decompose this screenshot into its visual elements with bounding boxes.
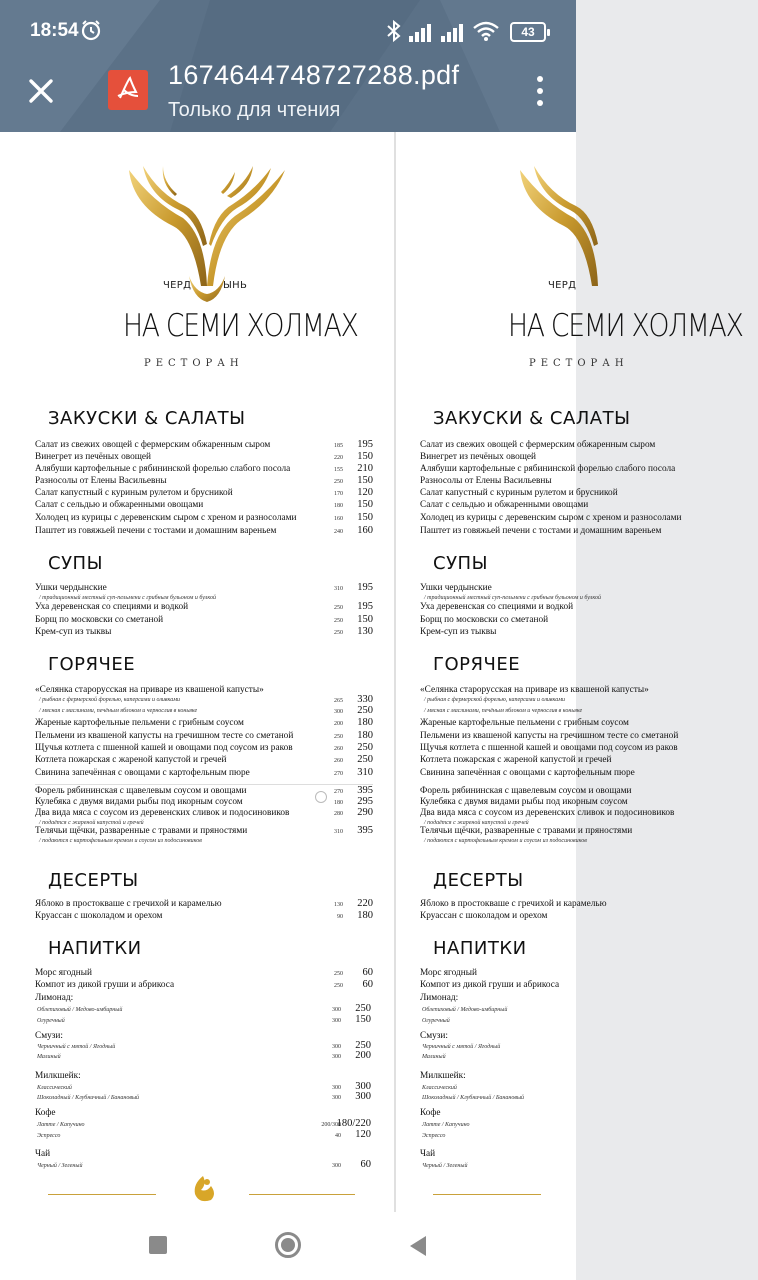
status-bar: [0, 0, 576, 60]
menu-item: Морс ягодный 250 60: [35, 967, 373, 978]
menu-item: Винегрет из печёных овощей: [420, 452, 536, 462]
menu-item: Борщ по московски со сметаной: [420, 615, 549, 625]
back-button[interactable]: [406, 1234, 428, 1258]
brand-word-left: ЧЕРД: [163, 280, 192, 291]
drink-option: Эспрессо 40 120: [37, 1129, 371, 1140]
menu-item: Телячьи щёчки, разваренные с травами и пряностями 310 395: [35, 825, 373, 836]
more-options-icon[interactable]: [530, 76, 550, 106]
footer-line-left: [48, 1194, 156, 1195]
read-only-label: Только для чтения: [168, 99, 341, 121]
menu-item: Яблоко в простокваше с гречихой и карамелью: [420, 899, 607, 909]
drink-group-title: Лимонад:: [35, 993, 74, 1003]
menu-item: Винегрет из печёных овощей 220 150: [35, 451, 373, 462]
drink-option: Огуречный: [422, 1018, 450, 1024]
menu-item-note: / традиционный местный суп-пельмени с грибным бульоном и булкой: [39, 595, 217, 601]
menu-item-note: / рыбная с фермерской форелью, каперсами и оливками: [424, 697, 566, 703]
menu-item: «Селянка старорусская на приваре из квашеной капусты»: [35, 685, 264, 695]
section-title-desserts: ДЕСЕРТЫ: [48, 870, 139, 891]
restaurant-subtitle: РЕСТОРАН: [529, 358, 629, 369]
menu-item: Морс ягодный: [420, 968, 477, 978]
drink-group-title: Милкшейк:: [420, 1071, 466, 1081]
drink-option: Облепиховый / Медово-имбирный 300 250: [37, 1003, 371, 1014]
menu-item: Кулебяка с двумя видами рыбы под икорным соусом 180 295: [35, 796, 373, 807]
menu-item: Жареные картофельные пельмени с грибным соусом: [420, 718, 629, 728]
menu-item-note: / подаются с картофельным кремом и соусом из подосиновиков: [424, 838, 587, 844]
page-separator: [394, 132, 396, 1212]
drink-group-title: Чай: [420, 1149, 436, 1159]
drink-option: Латте / Капучино: [422, 1122, 470, 1128]
home-button[interactable]: [275, 1232, 301, 1258]
brand-word-right: ЫНЬ: [223, 280, 248, 291]
menu-item: Круассан с шоколадом и орехом 90 180: [35, 910, 373, 921]
status-time: 18:54: [30, 20, 79, 41]
drink-group-title: Кофе: [35, 1108, 56, 1118]
section-title-drinks: НАПИТКИ: [433, 938, 527, 959]
pdf-file-icon: [108, 70, 148, 110]
footer-logo-icon: [185, 1172, 221, 1208]
menu-item-note: / подаётся с жареной капустой и гречей: [39, 820, 144, 826]
menu-item: Салат с сельдью и обжаренными овощами: [420, 500, 589, 510]
menu-item: Салат из свежих овощей с фермерским обжаренным сыром: [420, 440, 656, 450]
signal-icon-2: [440, 22, 466, 42]
menu-item: Свинина запечённая с овощами с картофельным пюре: [420, 768, 635, 778]
section-title-desserts: ДЕСЕРТЫ: [433, 870, 524, 891]
drink-option: Шоколадный / Клубничный / Банановый 300 300: [37, 1091, 371, 1102]
drink-option: Классический: [422, 1085, 457, 1091]
menu-item: Салат капустный с куриным рулетом и брусникой: [420, 488, 618, 498]
antlers-logo: [123, 166, 291, 306]
antlers-logo: [514, 166, 682, 306]
menu-item: Котлета пожарская с жареной капустой и гречей: [420, 755, 612, 765]
drink-option: Эспрессо: [422, 1133, 446, 1139]
menu-item: Щучья котлета с пшенной кашей и овощами под соусом из раков: [420, 743, 678, 753]
pdf-page-1: [33, 132, 378, 1212]
menu-item: Два вида мяса с соусом из деревенских сливок и подосиновиков: [420, 808, 675, 818]
restaurant-subtitle: РЕСТОРАН: [144, 358, 244, 369]
bluetooth-icon: [386, 20, 402, 42]
section-title-starters: ЗАКУСКИ & САЛАТЫ: [48, 408, 246, 429]
pdf-viewport[interactable]: [0, 132, 743, 1212]
menu-item: Ушки чердынские 310 195: [35, 582, 373, 593]
menu-item: Крем-суп из тыквы 250 130: [35, 626, 373, 637]
menu-item-note: / подаётся с жареной капустой и гречей: [424, 820, 529, 826]
alarm-icon: [80, 19, 102, 41]
file-name: 1674644748727288.pdf: [168, 60, 460, 90]
section-title-starters: ЗАКУСКИ & САЛАТЫ: [433, 408, 631, 429]
menu-item: Котлета пожарская с жареной капустой и гречей 260 250: [35, 754, 373, 765]
drink-option: Малиный: [422, 1054, 446, 1060]
menu-item: Салат из свежих овощей с фермерским обжаренным сыром 185 195: [35, 439, 373, 450]
battery-icon: 43: [510, 22, 546, 42]
menu-item: Пельмени из квашеной капусты на гречишном тесте со сметаной: [420, 731, 679, 741]
menu-item: Форель рябининская с щавелевым соусом и овощами 270 395: [35, 785, 373, 796]
drink-group-title: Лимонад:: [420, 993, 459, 1003]
signal-icon-1: [408, 22, 434, 42]
footer-line-right: [249, 1194, 355, 1195]
menu-item: Паштет из говяжьей печени с тостами и домашним вареньем: [420, 526, 662, 536]
drink-group-title: Смузи:: [420, 1031, 448, 1041]
menu-item: Щучья котлета с пшенной кашей и овощами под соусом из раков 260 250: [35, 742, 373, 753]
drink-option: Облепиховый / Медово-имбирный: [422, 1007, 508, 1013]
menu-item: Холодец из курицы с деревенским сыром с хреном и разносолами: [420, 513, 682, 523]
section-title-soups: СУПЫ: [433, 553, 488, 574]
drink-option: Черничный с мятой / Ягодный: [422, 1044, 501, 1050]
drink-option: Малиный 300 200: [37, 1050, 371, 1061]
menu-item-note: / мясная с маслинами, печёным яблоком и чернослив в коньяке: [424, 708, 583, 714]
menu-item: Алябуши картофельные с рябининской форелью слабого посола 155 210: [35, 463, 373, 474]
menu-item: Два вида мяса с соусом из деревенских сливок и подосиновиков 280 290: [35, 807, 373, 818]
menu-item: Уха деревенская со специями и водкой: [420, 602, 574, 612]
menu-item: Компот из дикой груши и абрикоса: [420, 980, 560, 990]
section-title-mains: ГОРЯЧЕЕ: [48, 654, 136, 675]
menu-item: Круассан с шоколадом и орехом: [420, 911, 548, 921]
restaurant-name: НА СЕМИ ХОЛМАХ: [123, 308, 358, 344]
section-title-mains: ГОРЯЧЕЕ: [433, 654, 521, 675]
drink-option: Огуречный 300 150: [37, 1014, 371, 1025]
app-header: [0, 0, 576, 132]
menu-item: Салат капустный с куриным рулетом и брусникой 170 120: [35, 487, 373, 498]
drink-option: Шоколадный / Клубничный / Банановый: [422, 1095, 525, 1101]
menu-item: Пельмени из квашеной капусты на гречишном тесте со сметаной 250 180: [35, 730, 373, 741]
drink-option: Классический 300 300: [37, 1081, 371, 1092]
menu-item: Кулебяка с двумя видами рыбы под икорным соусом: [420, 797, 628, 807]
menu-item: Крем-суп из тыквы: [420, 627, 497, 637]
drink-group-title: Смузи:: [35, 1031, 63, 1041]
menu-item: Свинина запечённая с овощами с картофельным пюре 270 310: [35, 767, 373, 778]
menu-item: Жареные картофельные пельмени с грибным соусом 200 180: [35, 717, 373, 728]
menu-item-variant: / рыбная с фермерской форелью, каперсами и оливками 265 330: [39, 694, 373, 705]
menu-item: «Селянка старорусская на приваре из квашеной капусты»: [420, 685, 649, 695]
wifi-icon: [472, 20, 500, 42]
restaurant-name: НА СЕМИ ХОЛМАХ: [508, 308, 743, 344]
menu-item: Салат с сельдью и обжаренными овощами 180 150: [35, 499, 373, 510]
drink-group-title: Чай: [35, 1149, 51, 1159]
menu-item: Холодец из курицы с деревенским сыром с хреном и разносолами 160 150: [35, 512, 373, 523]
menu-item: Телячьи щёчки, разваренные с травами и пряностями: [420, 826, 633, 836]
menu-item: Уха деревенская со специями и водкой 250 195: [35, 601, 373, 612]
menu-item-note: / традиционный местный суп-пельмени с грибным бульоном и булкой: [424, 595, 602, 601]
menu-item: Яблоко в простокваше с гречихой и карамелью 130 220: [35, 898, 373, 909]
menu-item: Разносолы от Елены Васильевны 250 150: [35, 475, 373, 486]
drink-group-title: Милкшейк:: [35, 1071, 81, 1081]
menu-item: Паштет из говяжьей печени с тостами и домашним вареньем 240 160: [35, 525, 373, 536]
brand-word-left: ЧЕРД: [548, 280, 577, 291]
section-title-soups: СУПЫ: [48, 553, 103, 574]
menu-item: Форель рябининская с щавелевым соусом и овощами: [420, 786, 632, 796]
drink-group-title: Кофе: [420, 1108, 441, 1118]
menu-item: Компот из дикой груши и абрикоса 250 60: [35, 979, 373, 990]
menu-item-note: / подаются с картофельным кремом и соусом из подосиновиков: [39, 838, 202, 844]
pdf-page-2: [418, 132, 743, 1212]
menu-item: Ушки чердынские: [420, 583, 492, 593]
drink-option: Черничный с мятой / Ягодный 300 250: [37, 1040, 371, 1051]
menu-item: Разносолы от Елены Васильевны: [420, 476, 552, 486]
close-icon[interactable]: [24, 74, 58, 108]
recent-apps-button[interactable]: [149, 1236, 167, 1254]
drink-option: Черный / Зеленый: [422, 1163, 468, 1169]
footer-line-left: [433, 1194, 541, 1195]
menu-item: Борщ по московски со сметаной 250 150: [35, 614, 373, 625]
drink-option: Черный / Зеленый 300 60: [37, 1159, 371, 1170]
menu-item-variant: / мясная с маслинами, печёным яблоком и чернослив в коньяке 300 250: [39, 705, 373, 716]
section-title-drinks: НАПИТКИ: [48, 938, 142, 959]
menu-item: Алябуши картофельные с рябининской форелью слабого посола: [420, 464, 676, 474]
system-nav-bar: [0, 1212, 576, 1280]
drink-option: Латте / Капучино 200/300 180/220: [37, 1118, 371, 1129]
